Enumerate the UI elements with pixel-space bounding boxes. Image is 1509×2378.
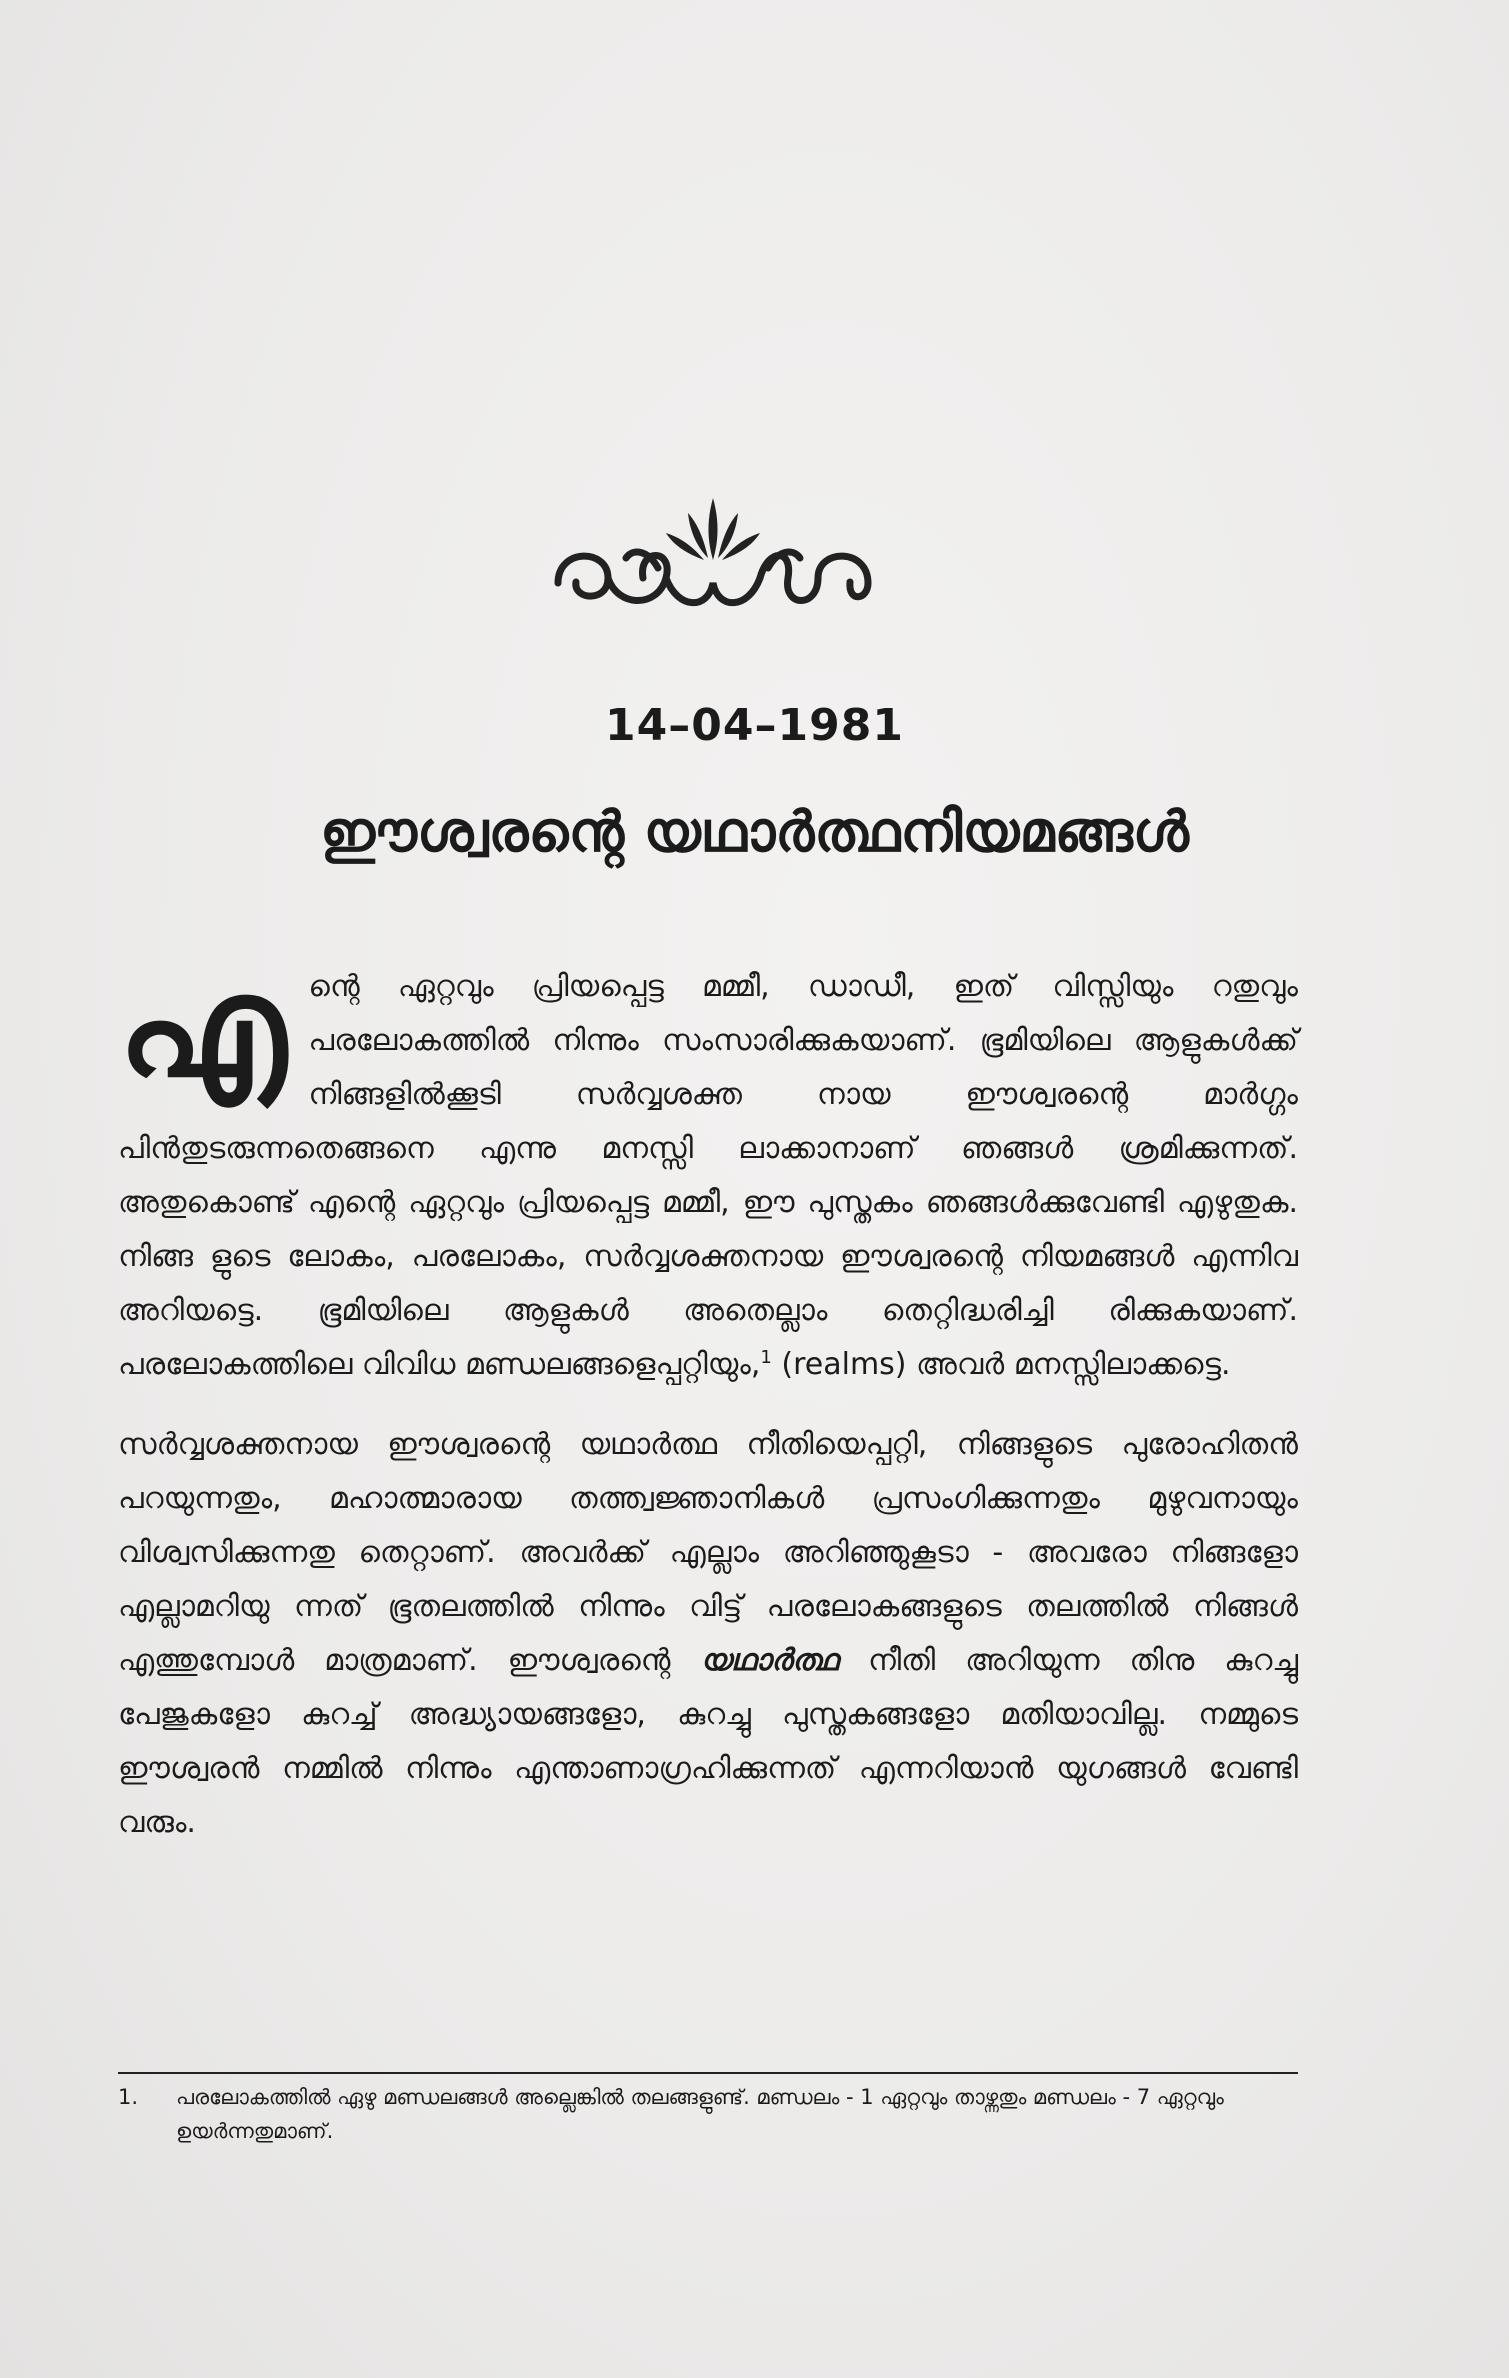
chapter-title: ഈശ്വരന്റെ യഥാർത്ഥനിയമങ്ങൾ <box>320 800 1189 865</box>
flourish-ornament-icon <box>548 478 878 628</box>
footnote-ref[interactable]: 1 <box>760 1347 772 1368</box>
footnote-number: 1. <box>118 2085 139 2109</box>
footnote-text: പരലോകത്തിൽ ഏഴു മണ്ഡലങ്ങൾ അല്ലെങ്കിൽ തലങ്ങളുണ്ട്. മണ്ഡലം - 1 ഏറ്റവും താഴ്ന്നതും മണ്ഡലം - 7 ഏറ്റവും ഉയർന്നതുമാണ്. <box>176 2085 1224 2143</box>
paragraph-1 <box>118 946 1298 1392</box>
paragraph-2-text-a: സർവ്വശക്തനായ ഈശ്വരന്റെ യഥാർത്ഥ നീതിയെപ്പറ്റി, നിങ്ങളുടെ പുരോഹിതൻ പറയുന്നതും, മഹാത്മാരായ തത്ത്വജ്ഞാനികൾ പ്രസംഗിക്കുന്നതും മുഴുവനായും വിശ്വസിക്കുന്നതു തെറ്റാണ്. അവർക്ക് എല്ലാം അറിഞ്ഞുകൂടാ - അവരോ നിങ്ങളോ എല്ലാമറിയു ന്നത് ഭൂതലത്തിൽ നിന്നും വിട്ട് പരലോകങ്ങളുടെ തലത്തിൽ നിങ്ങൾ എത്തുമ്പോൾ മാത്രമാണ്. ഈശ്വരന്റെ <box>118 1427 1298 1678</box>
paragraph-2 <box>118 1418 1298 1850</box>
footnote <box>118 2080 1298 2148</box>
drop-cap: എ <box>118 946 287 1109</box>
paragraph-2-emphasis: യഥാർത്ഥ <box>700 1643 839 1678</box>
paragraph-1-text: ന്റെ ഏറ്റവും പ്രിയപ്പെട്ട മമ്മീ, ഡാഡീ, ഇത് വിസ്സിയും റതുവും പരലോകത്തിൽ നിന്നും സംസാരിക്കുകയാണ്. ഭൂമിയിലെ ആളുകൾക്ക് നിങ്ങളിൽക്കൂടി സർവ്വശക്ത നായ ഈശ്വരന്റെ മാർഗ്ഗം പിൻതുടരുന്നതെങ്ങനെ എന്നു മനസ്സി ലാക്കാനാണ് ഞങ്ങൾ ശ്രമിക്കുന്നത്. അതുകൊണ്ട് എന്റെ ഏറ്റവും പ്രിയപ്പെട്ട മമ്മീ, ഈ പുസ്തകം ഞങ്ങൾക്കുവേണ്ടി എഴുതുക. നിങ്ങ ളുടെ ലോകം, പരലോകം, സർവ്വശക്തനായ ഈശ്വരന്റെ നിയമങ്ങൾ എന്നിവ അറിയട്ടെ. ഭൂമിയിലെ ആളുകൾ അതെല്ലാം തെറ്റിദ്ധരിച്ചി രിക്കുകയാണ്. പരലോകത്തിലെ വിവിധ മണ്ഡലങ്ങളെപ്പറ്റിയും, <box>118 969 1298 1382</box>
paragraph-1-tail: (realms) അവർ മനസ്സിലാക്കട്ടെ. <box>781 1347 1231 1382</box>
entry-date: 14–04–1981 <box>605 700 904 751</box>
paragraph-2-text-b: നീതി അറിയുന്ന തിനു കുറച്ചു പേജുകളോ കുറച്ച് അദ്ധ്യായങ്ങളോ, കുറച്ചു പുസ്തകങ്ങളോ മതിയാവില്ല. നമ്മുടെ ഈശ്വരൻ നമ്മിൽ നിന്നും എന്താണാഗ്രഹിക്കുന്നത് എന്നറിയാൻ യുഗങ്ങൾ വേണ്ടി വരും. <box>118 1643 1298 1840</box>
footnote-divider <box>118 2072 1298 2074</box>
body-text <box>118 946 1298 1850</box>
